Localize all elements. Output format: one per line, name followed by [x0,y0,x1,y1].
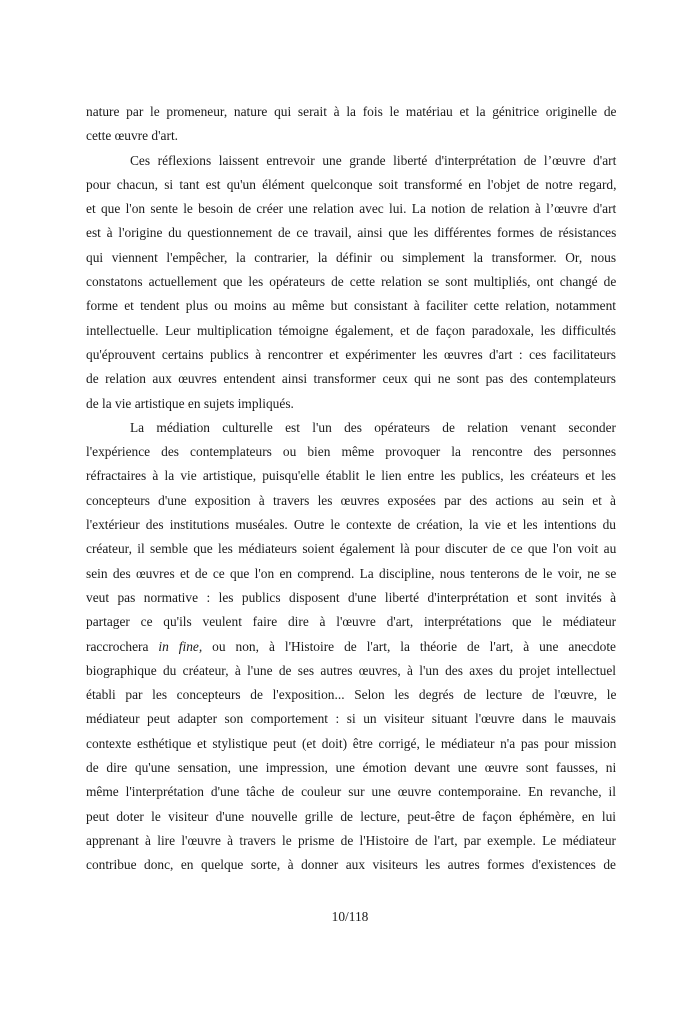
text-line: même l'interprétation d'une tâche de couleur sur une œuvre contemporaine. En revanche, il [86,784,616,800]
text-line: constatons actuellement que les opérateurs de cette relation se sont multipliés, ont changé de [86,274,617,290]
text-line: veut pas normative : les publics disposent d'une liberté d'interprétation et sont invités à [86,589,617,605]
text-line: l'extérieur des institutions muséales. Outre le contexte de création, la vie et les intentions du [86,517,616,533]
text-line: de dire qu'une sensation, une impression, une émotion devant une œuvre sont fausses, ni [86,760,617,776]
text-line: l'expérience des contemplateurs ou bien même provoquer la rencontre des personnes [86,444,617,460]
text-line: et que l'on sente le besoin de créer une relation avec lui. La notion de relation à l’œuvre d'art [86,201,617,217]
text-line: La médiation culturelle est l'un des opérateurs de relation venant seconder [130,419,616,435]
text-line: créateur, il semble que les médiateurs soient également là pour discuter de ce que l'on voit au [86,541,617,557]
document-body [86,100,616,878]
text-line: qui viennent l'empêcher, la contrarier, la définir ou simplement la transformer. Or, nous [86,249,617,265]
text-line: de relation aux œuvres entendent ainsi transformer ceux qui ne sont pas des contemplateurs [86,371,616,387]
text-line: Ces réflexions laissent entrevoir une grande liberté d'interprétation de l’œuvre d'art [130,152,617,168]
text-line: nature par le promeneur, nature qui serait à la fois le matériau et la génitrice originelle de [86,104,617,119]
text-line: apprenant à lire l'œuvre à travers le prisme de l'Histoire de l'art, par exemple. Le médiateur [86,832,616,848]
text-line: peut doter le visiteur d'une nouvelle grille de lecture, peut-être de façon éphémère, en lui [86,808,616,824]
page-number: 10/118 [331,909,369,924]
text-line: contexte esthétique et stylistique peut (et doit) être corrigé, le médiateur n'a pas pour mission [86,735,617,751]
text-line: réfractaires à la vie artistique, puisqu'elle établit le lien entre les publics, les créateurs et les [86,468,616,484]
text-line: sein des œuvres et de ce que l'on en comprend. La discipline, nous tenterons de le voir, ne se [86,565,617,581]
text-segment: ou non, à l'Histoire de l'art, la théorie de l'art, à une anecdote [202,638,616,654]
text-line: établi par les concepteurs de l'exposition... Selon les degrés de lecture de l'œuvre, le [86,687,617,703]
text-line: biographique du créateur, à l'une de ses autres œuvres, à l'un des axes du projet intellectuel [86,662,616,678]
text-line: contribue donc, en quelque sorte, à donner aux visiteurs les autres formes d'existences de [86,857,616,873]
italic-phrase: in fine, [158,638,203,654]
text-line: cette œuvre d'art. [86,128,179,144]
text-line: est à l'origine du questionnement de ce travail, ainsi que les différentes formes de résistances [86,225,617,241]
text-line: médiateur peut adapter son comportement : si un visiteur situant l'œuvre dans le mauvais [86,711,616,727]
text-line: intellectuelle. Leur multiplication témoigne également, et de façon paradoxale, les difficultés [86,322,616,338]
text-line [86,635,616,659]
text-line: forme et tendent plus ou moins au même but consistant à faciliter cette relation, notamment [86,298,616,314]
text-segment: raccrochera [86,638,159,654]
text-line: qu'éprouvent certains publics à rencontrer et expérimenter les œuvres d'art : ces facilitateurs [86,346,616,362]
text-line: concepteurs d'une exposition à travers les œuvres exposées par des actions au sein et à [86,492,617,508]
text-line: de la vie artistique en sujets impliqués. [86,395,294,411]
text-line: pour chacun, si tant est qu'un élément quelconque soit transformé en l'objet de notre regard, [86,176,617,192]
text-line: partager ce qu'ils veulent faire dire à l'œuvre d'art, interprétations que le médiateur [86,614,617,630]
body-text [86,100,616,878]
